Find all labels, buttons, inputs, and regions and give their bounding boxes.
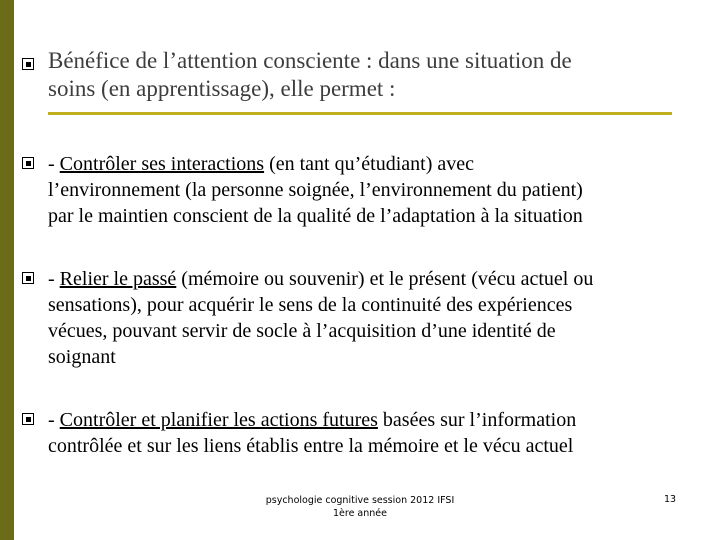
left-accent-bar (0, 0, 14, 540)
item-2-rest: (mémoire ou souvenir) et le présent (vécu actuel ou (176, 268, 594, 290)
item-1-line-3: par le maintien conscient de la qualité de l’adaptation à la situation (48, 205, 583, 227)
item-1-rest: (en tant qu’étudiant) avec (264, 153, 474, 175)
item-2-bullet-icon (22, 272, 34, 284)
title-line-1: Bénéfice de l’attention consciente : dans une situation de (48, 48, 572, 73)
item-1-underlined-text: Contrôler ses interactions (59, 153, 265, 175)
item-3-prefix: - (48, 409, 60, 431)
title-line-2: soins (en apprentissage), elle permet : (48, 76, 396, 101)
item-3-line-1 (48, 407, 708, 433)
item-2-line-3: vécues, pouvant servir de socle à l’acquisition d’une identité de (48, 320, 556, 342)
list-item-1 (48, 151, 708, 229)
footer-line-2: 1ère année (332, 508, 387, 519)
footer-line-1: psychologie cognitive session 2012 IFSI (265, 495, 455, 506)
item-3-underlined-text: Contrôler et planifier les actions futures (59, 409, 378, 431)
item-2-line-2: sensations), pour acquérir le sens de la continuité des expériences (48, 294, 573, 316)
slide-title-text (48, 47, 708, 103)
item-1-line-1 (48, 151, 708, 177)
item-2-line-4: soignant (48, 346, 116, 368)
item-1-prefix: - (48, 153, 60, 175)
page-number: 13 (663, 494, 677, 505)
item-2-prefix: - (48, 268, 60, 290)
item-1-bullet-icon (22, 157, 34, 169)
item-3-line-2: contrôlée et sur les liens établis entre la mémoire et le vécu actuel (48, 435, 574, 457)
list-item-2 (48, 266, 708, 370)
item-1-line-2: l’environnement (la personne soignée, l’environnement du patient) (48, 179, 583, 201)
footer-caption (250, 494, 470, 520)
item-3-bullet-icon (22, 413, 34, 425)
item-2-line-1 (48, 266, 708, 292)
title-bullet-icon (22, 58, 34, 70)
list-item-3 (48, 407, 708, 459)
item-2-underlined-text: Relier le passé (59, 268, 177, 290)
item-3-rest: basées sur l’information (377, 409, 577, 431)
title-underline-rule (48, 112, 672, 115)
